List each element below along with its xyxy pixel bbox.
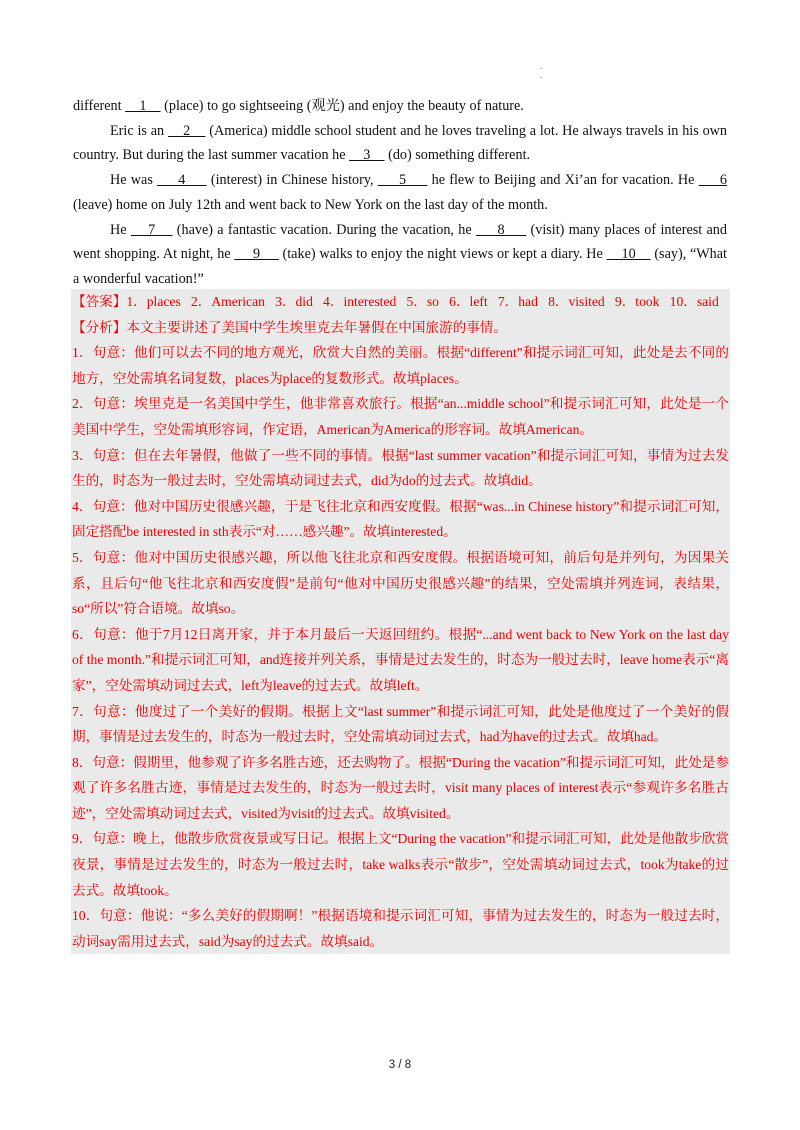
answer-line: 【答案】1．places 2．American 3．did 4．interested 5．so 6．left 7．had 8．visited 9．took 10．said — [72, 294, 719, 309]
blank-9: 9 — [234, 246, 279, 263]
top-marks: . . — [540, 61, 543, 80]
blank-6: 6 — [698, 172, 727, 189]
explanation-item-1: 1．句意：他们可以去不同的地方观光，欣赏大自然的美丽。根据“different”和提示词汇可知，此处是去不同的地方，空处需填名词复数，places为place的复数形式。故填places。 — [72, 345, 729, 386]
text-segment: (take) walks to enjoy the night views or kept a diary. He — [278, 246, 607, 263]
blank-10: 10 — [606, 246, 651, 263]
text-segment: (leave) home on July 12th and went back to New York on the last day of the month. — [73, 196, 548, 213]
text-segment: He was — [110, 172, 158, 189]
explanation-item-4: 4．句意：他对中国历史很感兴趣，于是飞往北京和西安度假。根据“was...in Chinese history”和提示词汇可知，固定搭配be interested in sth表示“对……感兴趣”。故填interested。 — [72, 498, 729, 540]
blank-1: 1 — [125, 98, 161, 114]
answer-analysis-box — [71, 289, 730, 954]
text-segment: (interest) in Chinese history, — [206, 172, 378, 189]
blank-7: 7 — [130, 221, 173, 238]
passage-paragraph-2 — [73, 168, 727, 217]
text-segment: (say), “What a wonderful vacation!” — [73, 246, 727, 287]
text-segment: (America) middle school student and he loves traveling a lot. He always travels in his own country. But during the last summer vacation he — [73, 122, 728, 164]
text-segment: different — [73, 98, 126, 114]
text-segment: (have) a fantastic vacation. During the vacation, he — [172, 221, 476, 238]
page-number: 3 / 8 — [388, 1059, 412, 1071]
analysis-summary: 【分析】本文主要讲述了美国中学生埃里克去年暑假在中国旅游的事情。 — [72, 319, 507, 335]
blank-4: 4 — [157, 172, 207, 189]
text-segment: Eric is an — [110, 122, 168, 139]
cloze-passage — [73, 94, 727, 292]
text-segment: (place) to go sightseeing (观光) and enjoy the beauty of nature. — [160, 98, 524, 114]
text-segment: (visit) many places of interest and went shopping. At night, he — [73, 221, 727, 263]
passage-paragraph-0 — [73, 94, 727, 119]
explanation-item-6: 6．句意：他于7月12日离开家，并于本月最后一天返回纽约。根据“...and went back to New York on the last day of the month.”和提示词汇可知，and连接并列关系，事情是过去发生的，时态为一般过去时，leave home表示“离家”，空处需填动词过去式，left为leave的过去式。故填left。 — [72, 626, 729, 693]
text-segment: he flew to Beijing and Xi’an for vacation. He — [427, 172, 699, 189]
blank-8: 8 — [475, 221, 527, 238]
explanation-item-9: 9．句意：晚上，他散步欣赏夜景或写日记。根据上文“During the vacation”和提示词汇可知，此处是他散步欣赏夜景，事情是过去发生的，时态为一般过去时，take walks表示“散步”，空处需填动词过去式，took为take的过去式。故填took。 — [72, 831, 729, 898]
explanation-item-5: 5．句意：他对中国历史很感兴趣，所以他飞往北京和西安度假。根据语境可知，前后句是并列句，为因果关系，且后句“他飞往北京和西安度假”是前句“他对中国历史很感兴趣”的结果，空处需填并列连词，表结果，so“所以”符合语境。故填so。 — [72, 549, 729, 617]
explanation-item-10: 10．句意：他说：“多么美好的假期啊！”根据语境和提示词汇可知，事情为过去发生的，时态为一般过去时，动词say需用过去式，said为say的过去式。故填said。 — [72, 908, 729, 949]
text-segment: He — [110, 221, 131, 238]
text-segment: (do) something different. — [384, 147, 531, 164]
blank-5: 5 — [377, 172, 428, 189]
explanation-item-8: 8．句意：假期里，他参观了许多名胜古迹，还去购物了。根据“During the vacation”和提示词汇可知，此处是参观了许多名胜古迹，事情是过去发生的，时态为一般过去时，visit many places of interest表示“参观许多名胜古迹”，空处需填动词过去式，visited为visit的过去式。故填visited。 — [72, 754, 729, 821]
blank-2: 2 — [167, 122, 206, 139]
explanation-item-7: 7．句意：他度过了一个美好的假期。根据上文“last summer”和提示词汇可知，此处是他度过了一个美好的假期，事情是过去发生的，时态为一般过去时，空处需填动词过去式，had为have的过去式。故填had。 — [72, 703, 729, 745]
explanation-item-3: 3．句意：但在去年暑假，他做了一些不同的事情。根据“last summer vacation”和提示词汇可知，事情为过去发生的，时态为一般过去时，空处需填动词过去式，did为do的过去式。故填did。 — [72, 447, 729, 489]
explanation-item-2: 2．句意：埃里克是一名美国中学生，他非常喜欢旅行。根据“an...middle school”和提示词汇可知，此处是一个美国中学生，空处需填形容词，作定语，American为America的形容词。故填American。 — [72, 396, 729, 437]
blank-3: 3 — [349, 147, 385, 164]
passage-paragraph-3 — [73, 218, 727, 292]
passage-paragraph-1 — [73, 119, 727, 168]
